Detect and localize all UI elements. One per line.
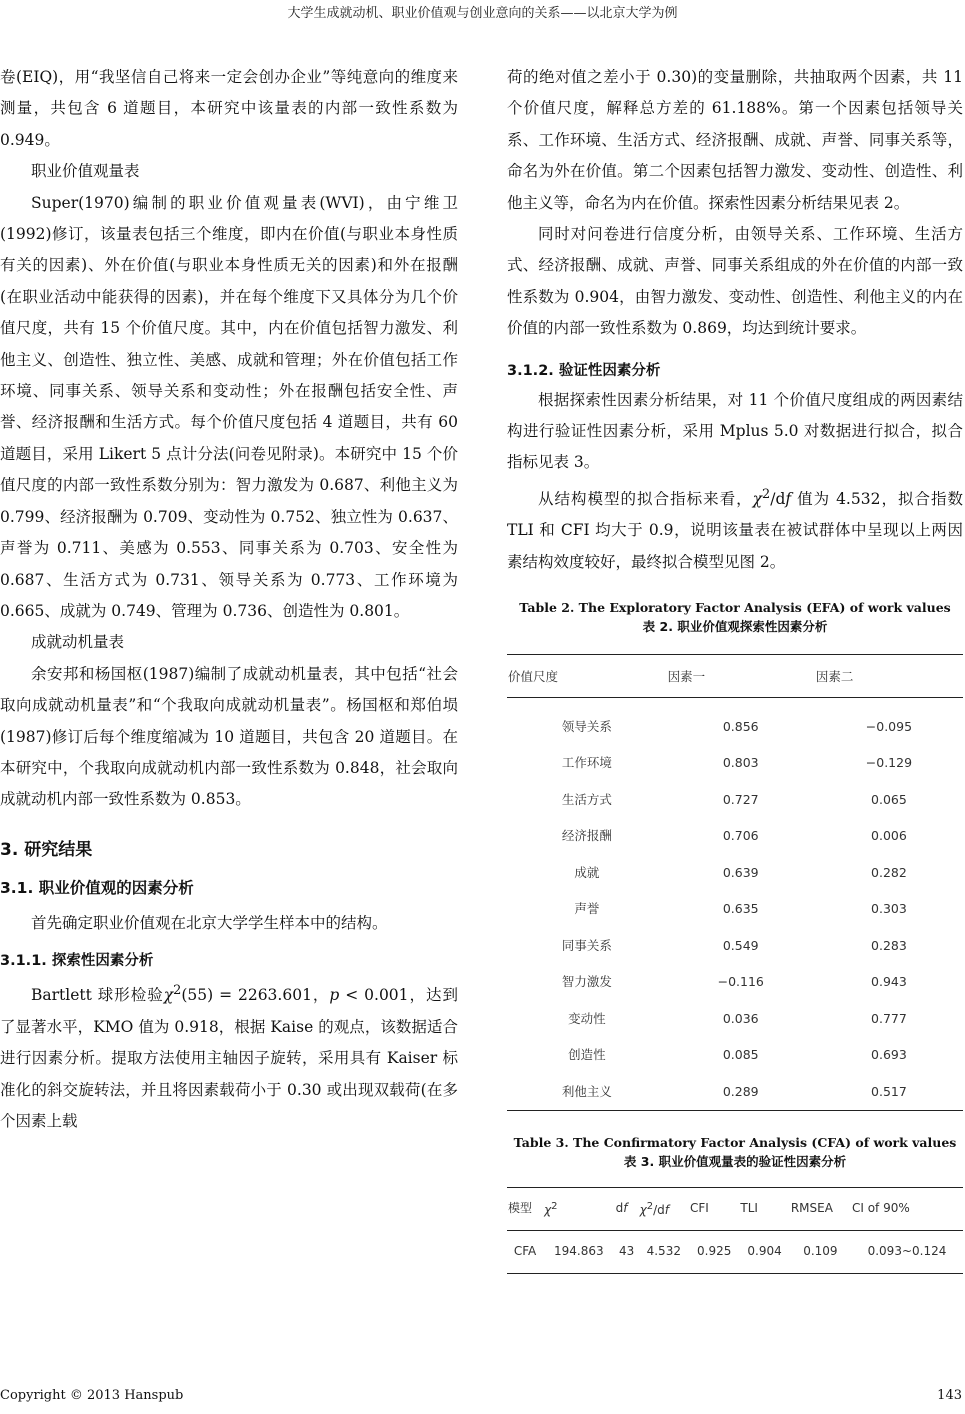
table-cell: 生活方式 <box>561 791 612 807</box>
table-row <box>507 1037 963 1074</box>
table-cell: 0.635 <box>722 901 759 917</box>
table3-caption <box>507 1133 963 1171</box>
table-cell: 0.856 <box>722 718 759 734</box>
text-run: /d <box>653 1203 665 1218</box>
table-cell: 0.303 <box>871 901 907 917</box>
section-heading-3-1-1: 3.1.1. 探索性因素分析 <box>0 953 154 970</box>
table-row <box>507 781 963 818</box>
table-cell: 0.109 <box>790 1230 851 1273</box>
superscript: 2 <box>551 1201 558 1213</box>
table3 <box>507 1187 963 1274</box>
chi-symbol: χ <box>544 1203 552 1218</box>
table3-caption-en: Table 3. The Confirmatory Factor Analysis (CFA) of work values <box>513 1134 957 1150</box>
paragraph: 余安邦和杨国枢(1987)编制了成就动机量表，其中包括“社会取向成就动机量表”和“个我取向成就动机量表”。杨国枢和郑伯埙(1987)修订后每个维度缩减为 10 道题目，共包含 20 道题目。在本研究中，个我取向成就动机内部一致性系数为 0.848，社会取向成就动机内部一致性系数为 0.853。 <box>0 664 458 809</box>
paragraph-bartlett <box>0 975 458 1137</box>
section-heading-3-1-2: 3.1.2. 验证性因素分析 <box>507 362 661 379</box>
superscript: 2 <box>173 983 182 999</box>
table-row <box>507 964 963 1001</box>
table-cell: 0.282 <box>871 864 907 880</box>
table-cell: 0.639 <box>722 864 759 880</box>
table-row <box>507 818 963 855</box>
chi-symbol: χ <box>639 1203 647 1218</box>
table-cell: 0.925 <box>689 1230 739 1273</box>
paragraph: 卷(EIQ)，用“我坚信自己将来一定会创办企业”等纯意向的维度来测量，共包含 6 道题目，本研究中该量表的内部一致性系数为 0.949。 <box>0 68 458 149</box>
table2-header-cell: 因素二 <box>815 655 963 698</box>
copyright: Copyright © 2013 Hanspub <box>0 1388 184 1403</box>
section-heading-3: 3. 研究结果 <box>0 839 93 860</box>
subheading-achievement: 成就动机量表 <box>31 633 125 652</box>
table3-header-cell: CFI <box>689 1187 739 1230</box>
table-cell: 4.532 <box>639 1230 689 1273</box>
table-cell: −0.116 <box>717 974 764 990</box>
page-number: 143 <box>937 1388 962 1403</box>
paragraph: 首先确定职业价值观在北京大学学生样本中的结构。 <box>31 913 388 932</box>
table2-header-cell: 因素一 <box>667 655 815 698</box>
table-cell: 变动性 <box>568 1010 606 1026</box>
table-row <box>507 927 963 964</box>
left-column <box>0 62 458 1137</box>
text-run: (55) = 2263.601， <box>181 986 330 1005</box>
table-row <box>507 854 963 891</box>
f-symbol: f <box>623 1201 628 1216</box>
text-run: 从结构模型的拟合指标来看， <box>538 490 753 509</box>
table3-header-row <box>507 1187 963 1230</box>
table-cell: −0.129 <box>865 755 913 771</box>
table-cell: 创造性 <box>568 1047 606 1063</box>
text-run: 值为 4.532，拟合指数 TLI 和 CFI 均大于 0.9，说明该量表在被试群体中呈现以上两因素结构效度较好，最终拟合模型见图 2。 <box>507 490 963 571</box>
table-cell: 0.006 <box>871 828 907 844</box>
table-cell: 声誉 <box>574 901 600 917</box>
paragraph-fit <box>507 479 963 578</box>
table-cell: 0.085 <box>722 1047 759 1063</box>
subheading-wvi: 职业价值观量表 <box>31 162 140 181</box>
running-head: 大学生成就动机、职业价值观与创业意向的关系——以北京大学为例 <box>287 6 678 21</box>
chi-symbol: χ <box>752 490 763 509</box>
table-cell: 0.065 <box>871 791 907 807</box>
section-heading-3-1: 3.1. 职业价值观的因素分析 <box>0 878 194 897</box>
table-row <box>507 1230 963 1273</box>
superscript: 2 <box>646 1201 654 1213</box>
table-cell: 0.693 <box>871 1047 907 1063</box>
text-run: d <box>615 1201 624 1216</box>
paragraph: Super(1970)编制的职业价值观量表(WVI)，由宁维卫(1992)修订，该量表包括三个维度，即内在价值(与职业本身性质有关的因素)、外在价值(与职业本身性质无关的因素)和外在报酬(在职业活动中能获得的因素)，并在每个维度下又具体分为几个价值尺度，共有 15 个价值尺度。其中，内在价值包括智力激发、利他主义、创造性、独立性、美感、成就和管理；外在价值包括工作环境、同事关系、领导关系和变动性；外在报酬包括安全性、声誉、经济报酬和生活方式。每个价值尺度包括 4 道题目，共有 60 道题目，采用 Likert 5 点计分法(问卷见附录)。本研究中 15 个价值尺度的内部一致性系数分别为：智力激发为 0.687、利他主义为 0.799、经济报酬为 0.709、变动性为 0.752、独立性为 0.637、声誉为 0.711、美感为 0.553、同事关系为 0.703、安全性为 0.687、生活方式为 0.731、领导关系为 0.773、工作环境为 0.665、成就为 0.749、管理为 0.736、创造性为 0.801。 <box>0 193 458 620</box>
table3-header-cell <box>639 1187 689 1230</box>
right-column <box>507 62 963 1274</box>
table-cell: 经济报酬 <box>561 828 612 844</box>
table-cell: 0.777 <box>871 1010 907 1026</box>
table2-caption <box>507 598 963 636</box>
table-cell: 成就 <box>574 864 600 880</box>
table-row <box>507 1000 963 1037</box>
table-row <box>507 745 963 782</box>
table-cell: 194.863 <box>543 1230 615 1273</box>
table3-header-cell <box>615 1187 639 1230</box>
table3-header-cell: RMSEA <box>790 1187 851 1230</box>
table-cell: 工作环境 <box>561 755 612 771</box>
paragraph: 同时对问卷进行信度分析，由领导关系、工作环境、生活方式、经济报酬、成就、声誉、同事关系组成的外在价值的内部一致性系数为 0.904，由智力激发、变动性、创造性、利他主义的内在价值的内部一致性系数为 0.869，均达到统计要求。 <box>507 225 963 338</box>
f-symbol: f <box>664 1203 669 1218</box>
table-cell: 43 <box>615 1230 639 1273</box>
table3-header-cell: CI of 90% <box>851 1187 963 1230</box>
table-cell: 0.706 <box>722 828 759 844</box>
paragraph: 荷的绝对值之差小于 0.30)的变量删除，共抽取两个因素，共 11 个价值尺度，解释总方差的 61.188%。第一个因素包括领导关系、工作环境、生活方式、经济报酬、成就、声誉、同事关系等，命名为外在价值。第二个因素包括智力激发、变动性、创造性、利他主义等，命名为内在价值。探索性因素分析结果见表 2。 <box>507 68 963 212</box>
f-symbol: f <box>785 490 792 509</box>
table-cell: 0.549 <box>722 937 759 953</box>
table-cell: 智力激发 <box>561 974 612 990</box>
table-cell: 同事关系 <box>561 937 612 953</box>
table-row <box>507 708 963 745</box>
chi-symbol: χ <box>163 986 174 1005</box>
table-cell: 领导关系 <box>561 718 612 734</box>
table-cell: 0.803 <box>722 755 759 771</box>
table-cell: 利他主义 <box>507 1073 667 1110</box>
table-cell: 0.727 <box>722 791 759 807</box>
table-cell: 0.289 <box>667 1073 815 1110</box>
table3-header-cell: TLI <box>739 1187 789 1230</box>
p-symbol: p <box>329 986 340 1005</box>
table3-header-cell: 模型 <box>507 1187 543 1230</box>
paragraph: 根据探索性因素分析结果，对 11 个价值尺度组成的两因素结构进行验证性因素分析，采用 Mplus 5.0 对数据进行拟合，拟合指标见表 3。 <box>507 390 963 472</box>
table-cell: 0.093~0.124 <box>851 1230 963 1273</box>
table-cell: 0.036 <box>722 1010 759 1026</box>
table3-caption-zh: 表 3. 职业价值观量表的验证性因素分析 <box>623 1153 847 1169</box>
table2 <box>507 654 963 1111</box>
text-run: < 0.001，达到了显著水平，KMO 值为 0.918，根据 Kaise 的观点，该数据适合进行因素分析。提取方法使用主轴因子旋转，采用具有 Kaiser 标准化的斜交旋转法，并且将因素载荷小于 0.30 或出现双载荷(在多个因素上载 <box>0 986 458 1130</box>
text-run: Bartlett 球形检验 <box>31 986 164 1005</box>
table2-caption-zh: 表 2. 职业价值观探索性因素分析 <box>642 619 828 635</box>
table2-header-cell: 价值尺度 <box>507 655 667 698</box>
table-row <box>507 891 963 928</box>
text-run: /d <box>770 490 786 509</box>
table-cell: −0.095 <box>865 718 913 734</box>
table2-caption-en: Table 2. The Exploratory Factor Analysis (EFA) of work values <box>519 600 951 616</box>
superscript: 2 <box>762 486 771 502</box>
table-cell: CFA <box>507 1230 543 1273</box>
table-cell: 0.283 <box>871 937 907 953</box>
table-cell: 0.943 <box>871 974 907 990</box>
table3-header-cell <box>543 1187 615 1230</box>
table-row <box>507 1073 963 1110</box>
table-cell: 0.904 <box>739 1230 789 1273</box>
table-cell: 0.517 <box>815 1073 963 1110</box>
table2-header-row <box>507 655 963 698</box>
